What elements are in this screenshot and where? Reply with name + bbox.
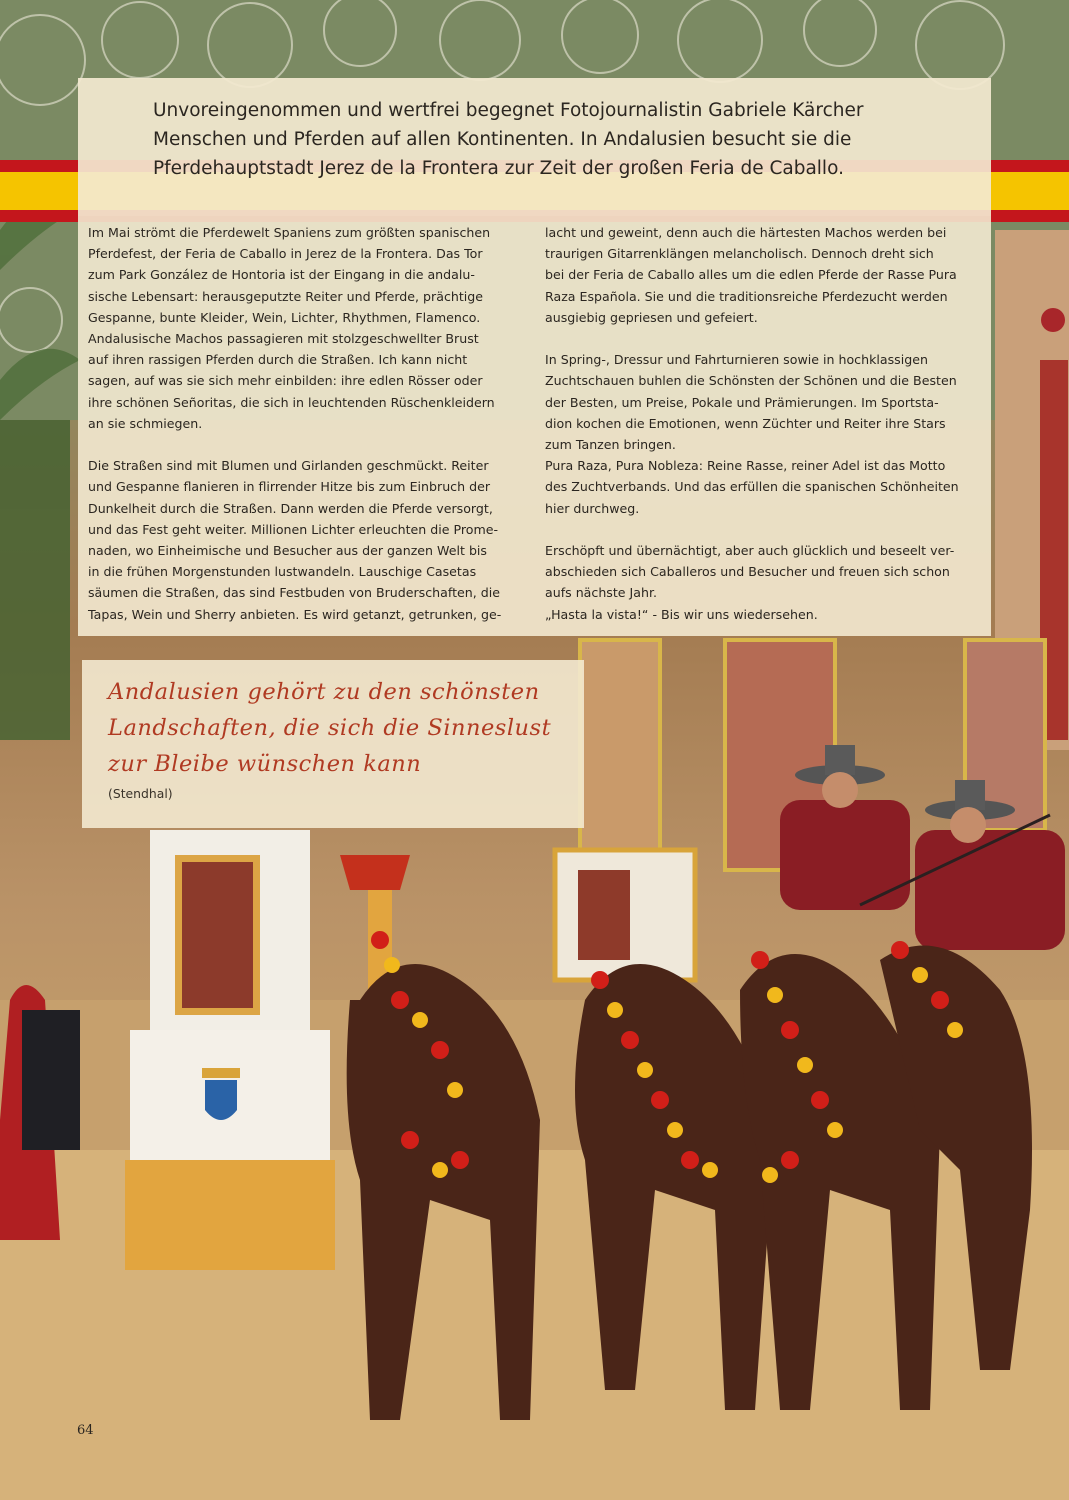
intro-line: Menschen und Pferden auf allen Kontinenten. In Andalusien besucht sie die — [153, 129, 852, 150]
page-number: 64 — [77, 1423, 94, 1438]
article-paragraph: In Spring-, Dressur und Fahrturnieren sowie in hochklassigen Zuchtschauen buhlen die Schönsten der Schönen und die Besten der Besten, um Preise, Pokale und Prämierungen. Im Sportsta- dion kochen die Emotionen, wenn Züchter und Reiter ihre Stars zum Tanzen bringen. Pura Raza, Pura Nobleza: Reine Rasse, reiner Adel ist das Motto des Zuchtverbands. Und das erfüllen die spanischen Schönheiten hier durchweg. — [545, 352, 959, 516]
article-paragraph: Im Mai strömt die Pferdewelt Spaniens zum größten spanischen Pferdefest, der Feria de Caballo in Jerez de la Frontera. Das Tor zum Park González de Hontoria ist der Eingang in die andalu- sische Lebensart: herausgeputzte Reiter und Pferde, prächtige Gespanne, bunte Kleider, Wein, Lichter, Rhythmen, Flamenco. Andalusische Machos passagieren mit stolzgeschwellter Brust auf ihren rassigen Pferden durch die Straßen. Ich kann nicht sagen, auf was sie sich mehr einbilden: ihre edlen Rösser oder ihre schönen Señoritas, die sich in leuchtenden Rüschenkleidern an sie schmiegen. — [88, 225, 495, 431]
intro-line: Unvoreingenommen und wertfrei begegnet Fotojournalistin Gabriele Kärcher — [153, 100, 864, 121]
article-column-right — [545, 222, 985, 625]
intro-line: Pferdehauptstadt Jerez de la Frontera zur Zeit der großen Feria de Caballo. — [153, 158, 844, 179]
pull-quote: Andalusien gehört zu den schönsten Landschaften, die sich die Sinneslust zur Bleibe wünschen kann — [108, 679, 552, 777]
intro-text — [153, 96, 953, 183]
quote-source: (Stendhal) — [108, 786, 173, 801]
article-column-left — [88, 222, 528, 625]
article-paragraph: Die Straßen sind mit Blumen und Girlanden geschmückt. Reiter und Gespanne flanieren in flirrender Hitze bis zum Einbruch der Dunkelheit durch die Straßen. Dann werden die Pferde versorgt, und das Fest geht weiter. Millionen Lichter erleuchten die Prome- naden, wo Einheimische und Besucher aus der ganzen Welt bis in die frühen Morgenstunden lustwandeln. Lauschige Casetas säumen die Straßen, das sind Festbuden von Bruderschaften, die Tapas, Wein und Sherry anbieten. Es wird getanzt, getrunken, ge- — [88, 458, 502, 622]
article-paragraph: lacht und geweint, denn auch die härtesten Machos werden bei traurigen Gitarrenklängen melancholisch. Dennoch dreht sich bei der Feria de Caballo alles um die edlen Pferde der Rasse Pura Raza Española. Sie und die traditionsreiche Pferdezucht werden ausgiebig gepriesen und gefeiert. — [545, 225, 957, 325]
article-paragraph: Erschöpft und übernächtigt, aber auch glücklich und beseelt ver- abschieden sich Caballeros und Besucher und freuen sich schon aufs nächste Jahr. „Hasta la vista!“ - Bis wir uns wiedersehen. — [545, 543, 955, 622]
